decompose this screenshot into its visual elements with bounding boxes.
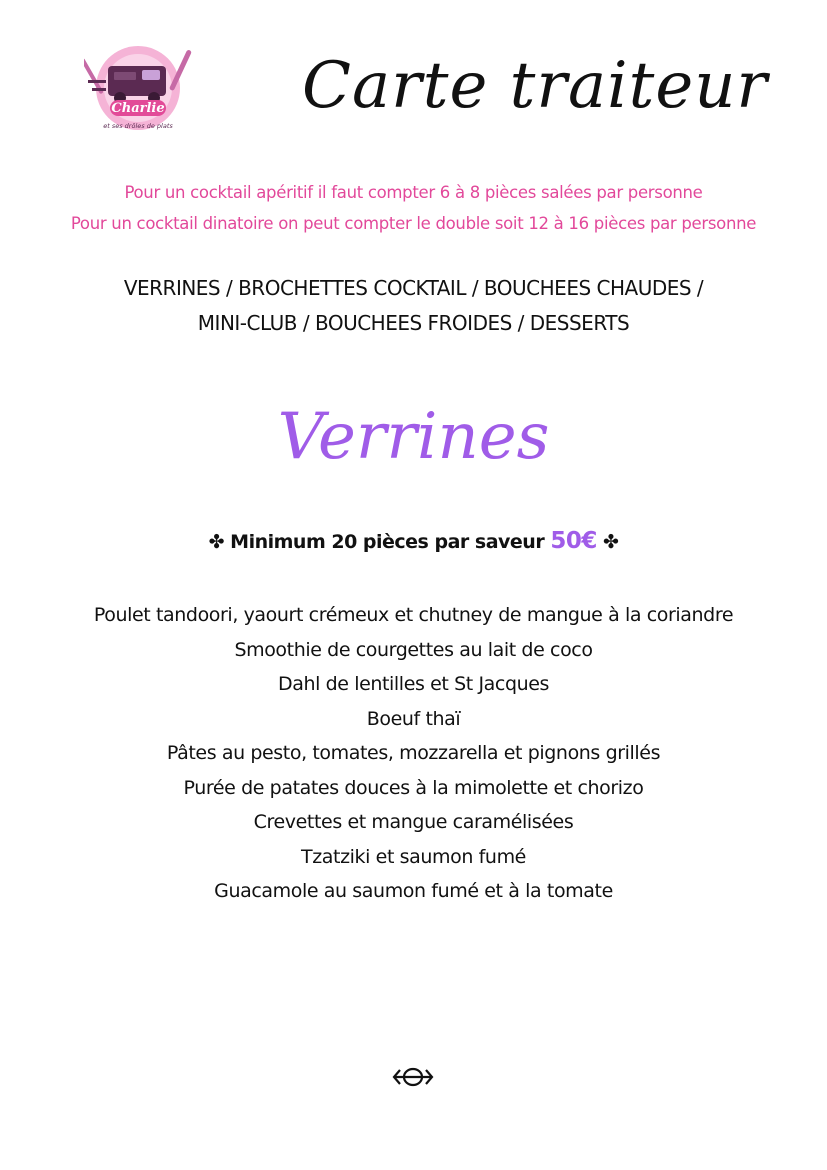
- menu-item: Purée de patates douces à la mimolette et chorizo: [183, 776, 644, 799]
- minimum-text: Minimum 20 pièces par saveur: [230, 531, 545, 553]
- menu-item: Tzatziki et saumon fumé: [301, 845, 526, 868]
- section-title: Verrines: [277, 400, 550, 474]
- menu-item: Poulet tandoori, yaourt crémeux et chutney de mangue à la coriandre: [93, 604, 734, 626]
- menu-item: Smoothie de courgettes au lait de coco: [234, 638, 593, 661]
- menu-item: Dahl de lentilles et St Jacques: [277, 673, 550, 695]
- svg-text:et ses drôles de plats: et ses drôles de plats: [103, 122, 173, 130]
- menu-item: Pâtes au pesto, tomates, mozzarella et pignons grillés: [166, 742, 661, 764]
- page-title: Carte traiteur: [302, 49, 768, 123]
- ornament-icon: ✤: [208, 531, 225, 553]
- price: 50€: [550, 528, 597, 554]
- menu-item: Boeuf thaï: [366, 707, 461, 730]
- menu-item: Guacamole au saumon fumé et à la tomate: [214, 880, 613, 902]
- minimum-order-line: [0, 528, 827, 554]
- categories-line-2: MINI-CLUB / BOUCHEES FROIDES / DESSERTS: [197, 311, 630, 335]
- menu-items-list: [0, 598, 827, 909]
- ornament-icon: ✤: [602, 531, 619, 553]
- ornament-divider-icon: [392, 1065, 434, 1089]
- charlie-food-truck-logo: [84, 42, 192, 140]
- menu-item: Crevettes et mangue caramélisées: [253, 811, 574, 833]
- categories-line-1: VERRINES / BROCHETTES COCKTAIL / BOUCHEES CHAUDES /: [123, 276, 704, 300]
- svg-text:Charlie: Charlie: [111, 101, 165, 116]
- intro-line-aperitif: Pour un cocktail apéritif il faut compter 6 à 8 pièces salées par personne: [124, 183, 703, 202]
- intro-line-dinatoire: Pour un cocktail dinatoire on peut compter le double soit 12 à 16 pièces par personne: [70, 214, 757, 233]
